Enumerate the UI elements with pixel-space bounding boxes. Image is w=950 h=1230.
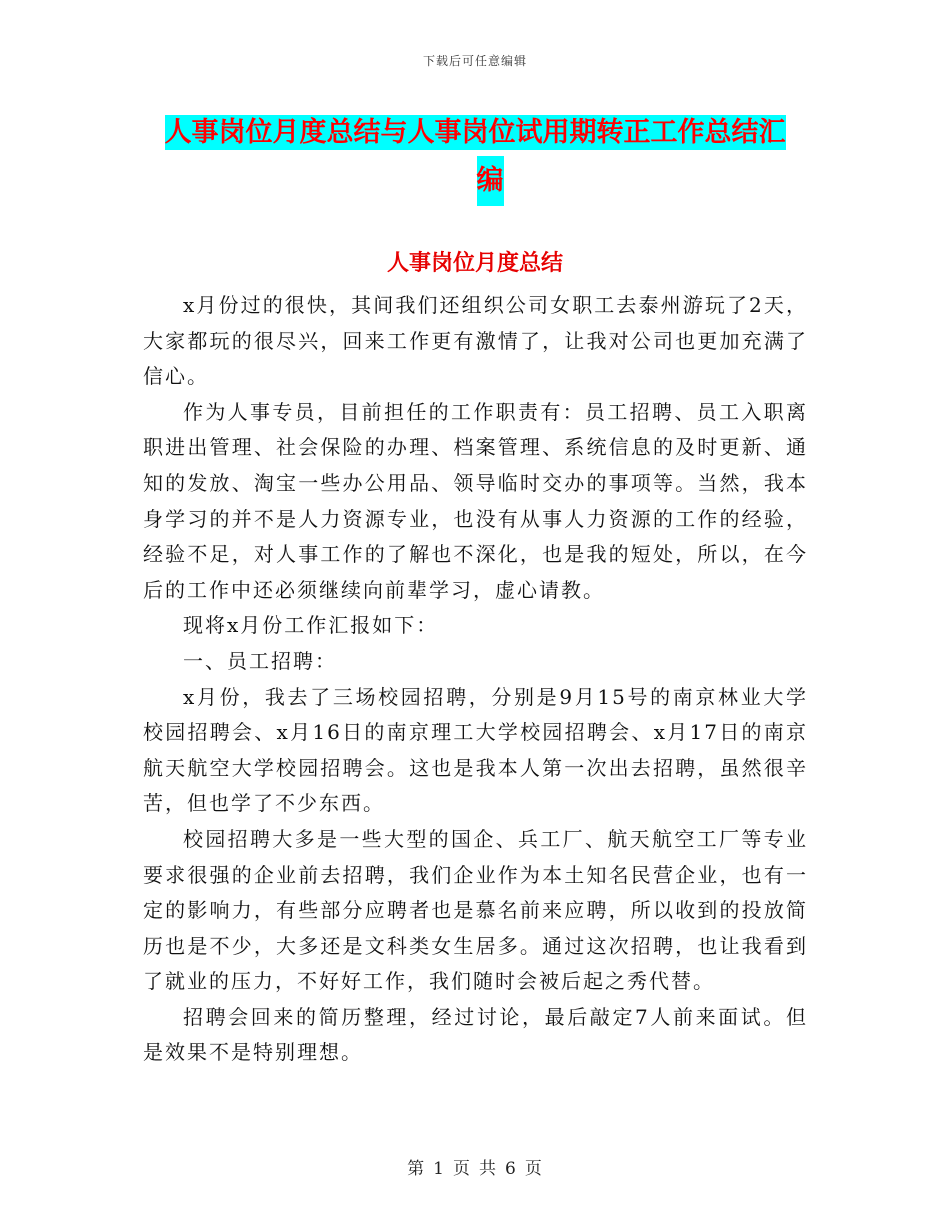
paragraph: x月份过的很快，其间我们还组织公司女职工去泰州游玩了2天，大家都玩的很尽兴，回来工作更有激情了，让我对公司也更加充满了信心。 [143, 293, 808, 389]
paragraph: 校园招聘大多是一些大型的国企、兵工厂、航天航空工厂等专业要求很强的企业前去招聘，我们企业作为本土知名民营企业，也有一定的影响力，有些部分应聘者也是慕名前来应聘，所以收到的投放简历也是不少，大多还是文科类女生居多。通过这次招聘，也让我看到了就业的压力，不好好工作，我们随时会被后起之秀代替。 [143, 826, 808, 994]
header-note: 下载后可任意编辑 [422, 54, 527, 68]
paragraph: 作为人事专员，目前担任的工作职责有：员工招聘、员工入职离职进出管理、社会保险的办理、档案管理、系统信息的及时更新、通知的发放、淘宝一些办公用品、领导临时交办的事项等。当然，我本身学习的并不是人力资源专业，也没有从事人力资源的工作的经验，经验不足，对人事工作的了解也不深化，也是我的短处，所以，在今后的工作中还必须继续向前辈学习，虚心请教。 [143, 399, 808, 602]
footer-page-label: 页 [453, 1159, 471, 1179]
page-footer [0, 1154, 950, 1179]
footer-prefix: 第 [407, 1159, 426, 1179]
paragraph: 招聘会回来的简历整理，经过讨论，最后敲定7人前来面试。但是效果不是特别理想。 [143, 1004, 808, 1065]
footer-total-pages: 6 [505, 1159, 517, 1179]
document-body [143, 288, 808, 1071]
paragraph: 一、员工招聘： [183, 648, 337, 673]
paragraph: x月份，我去了三场校园招聘，分别是9月15号的南京林业大学校园招聘会、x月16日的南京理工大学校园招聘会、x月17日的南京航天航空大学校园招聘会。这也是我本人第一次出去招聘，虽然很辛苦，但也学了不少东西。 [143, 684, 808, 816]
footer-total-label: 共 [479, 1159, 497, 1179]
footer-page-number: 1 [433, 1159, 445, 1179]
paragraph: 现将x月份工作汇报如下： [183, 613, 439, 638]
footer-suffix: 页 [524, 1159, 543, 1179]
title-line-1: 人事岗位月度总结与人事岗位试用期转正工作总结汇 [164, 117, 786, 148]
document-title [0, 110, 950, 206]
title-line-2: 编 [477, 156, 504, 206]
section-title: 人事岗位月度总结 [386, 250, 563, 276]
